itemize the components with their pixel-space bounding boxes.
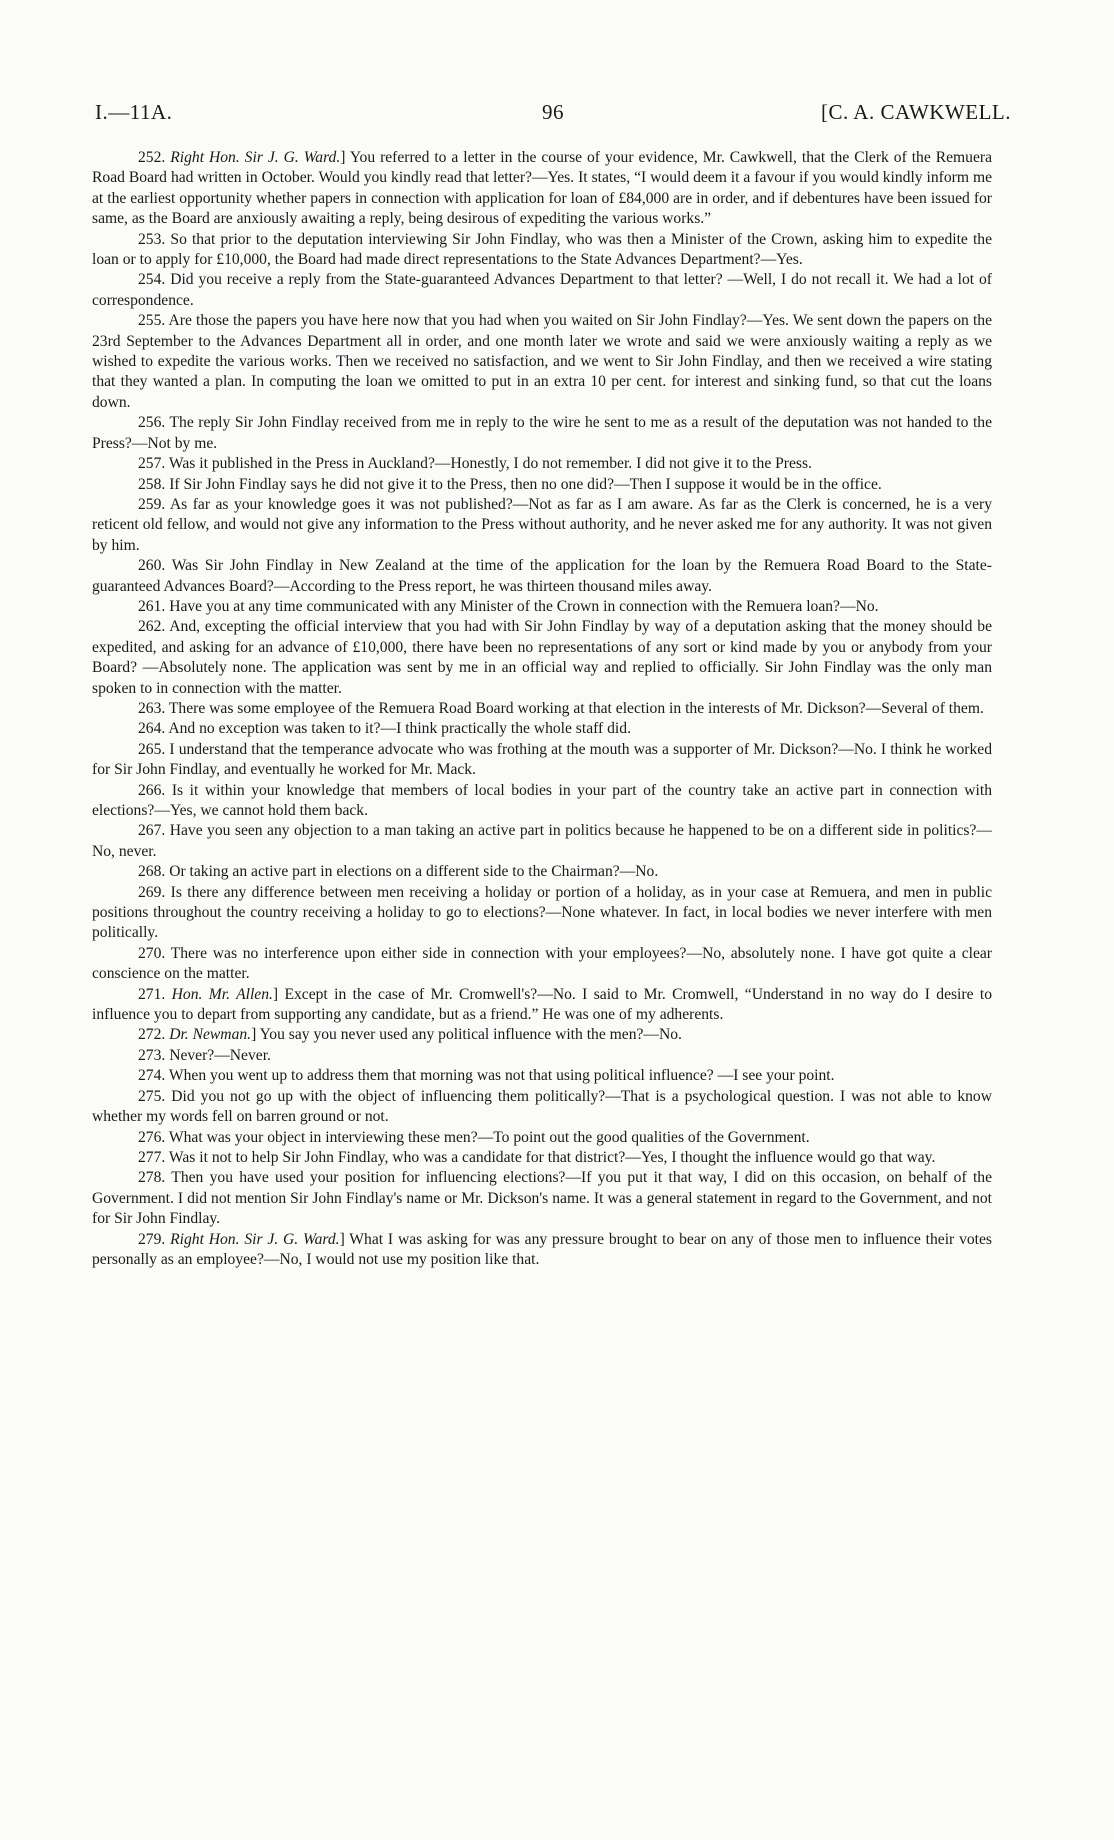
evidence-paragraph: 268. Or taking an active part in elections on a different side to the Chairman?—No. [138, 863, 659, 881]
evidence-paragraph: 264. And no exception was taken to it?—I think practically the whole staff did. [138, 720, 631, 738]
evidence-paragraph: 253. So that prior to the deputation interviewing Sir John Findlay, who was then a Minister of the Crown, asking him to expedite the loan or to apply for £10,000, the Board had made direct representations to the State Advances Department?—Yes. [92, 230, 992, 269]
speaker-name: Right Hon. Sir J. G. Ward. [170, 149, 341, 166]
paper-reference: I.—11A. [95, 100, 173, 124]
evidence-paragraph: 272. Dr. Newman.] You say you never used any political influence with the men?—No. [138, 1026, 682, 1044]
evidence-paragraph: 266. Is it within your knowledge that members of local bodies in your part of the country take an active part in connection with elections?—Yes, we cannot hold them back. [92, 781, 992, 819]
evidence-paragraph: 259. As far as your knowledge goes it was not published?—Not as far as I am aware. As far as the Clerk is concerned, he is a very reticent old fellow, and would not give any information to the Press without authority, and he never asked me for any authority. It was not given by him. [92, 495, 992, 554]
evidence-paragraph: 276. What was your object in interviewing these men?—To point out the good qualities of the Government. [138, 1128, 810, 1146]
evidence-paragraph: 277. Was it not to help Sir John Findlay, who was a candidate for that district?—Yes, I thought the influence would go that way. [138, 1148, 936, 1166]
evidence-paragraph: 252. Right Hon. Sir J. G. Ward.] You referred to a letter in the course of your evidence, Mr. Cawkwell, that the Clerk of the Remuera Road Board had written in October. Would you kindly read that letter?—Yes. It states, “I would deem it a favour if you would kindly inform me at the earliest opportunity whether papers in connection with application for loan of £84,000 are in order, and if debentures have been issued for same, as the Board are anxiously awaiting a reply, being desirous of expediting the various works.” [92, 149, 993, 228]
speaker-name: Dr. Newman. [169, 1026, 252, 1044]
evidence-paragraph: 271. Hon. Mr. Allen.] Except in the case of Mr. Cromwell's?—No. I said to Mr. Cromwell, “Understand in no way do I desire to influence you to depart from supporting any candidate, but as a friend.” He was one of my adherents. [92, 985, 992, 1024]
evidence-paragraph: 270. There was no interference upon either side in connection with your employees?—No, absolutely none. I have got quite a clear conscience on the matter. [92, 944, 992, 983]
evidence-paragraph: 274. When you went up to address them that morning was not that using political influence? —I see your point. [138, 1067, 835, 1085]
speaker-name: Right Hon. Sir J. G. Ward. [170, 1230, 340, 1248]
evidence-paragraph: 263. There was some employee of the Remuera Road Board working at that election in the interests of Mr. Dickson?—Several of them. [138, 699, 984, 717]
evidence-paragraph: 256. The reply Sir John Findlay received from me in reply to the wire he sent to me as a result of the deputation was not handed to the Press?—Not by me. [92, 414, 992, 452]
speaker-name: Hon. Mr. Allen. [171, 985, 273, 1003]
evidence-paragraph: 258. If Sir John Findlay says he did not give it to the Press, then no one did?—Then I suppose it would be in the office. [138, 475, 882, 493]
evidence-paragraph: 269. Is there any difference between men receiving a holiday or portion of a holiday, as in your case at Remuera, and men in public positions throughout the country receiving a holiday to go to elections?—None whatever. In fact, in local bodies we never interfere with men politically. [92, 883, 992, 942]
evidence-paragraph: 273. Never?—Never. [138, 1046, 271, 1064]
page-header [95, 100, 1011, 130]
evidence-paragraph: 278. Then you have used your position for influencing elections?—If you put it that way, I did on this occasion, on behalf of the Government. I did not mention Sir John Findlay's name or Mr. Dickson's name. It was a general statement in regard to the Government, and not for Sir John Findlay. [92, 1169, 992, 1228]
evidence-paragraph: 254. Did you receive a reply from the State-guaranteed Advances Department to that letter? —Well, I do not recall it. We had a lot of correspondence. [92, 271, 992, 309]
evidence-text [92, 148, 992, 1270]
evidence-paragraph: 257. Was it published in the Press in Auckland?—Honestly, I do not remember. I did not give it to the Press. [138, 455, 812, 473]
evidence-paragraph: 267. Have you seen any objection to a man taking an active part in politics because he happened to be on a different side in politics?—No, never. [92, 822, 992, 860]
witness-name: [C. A. CAWKWELL. [820, 100, 1011, 124]
evidence-paragraph: 255. Are those the papers you have here now that you had when you waited on Sir John Findlay?—Yes. We sent down the papers on the 23rd September to the Advances Department all in order, and one month later we wrote and said we were anxiously waiting a reply as we wished to expedite the various works. Then we received no satisfaction, and we went to Sir John Findlay, and then we received a wire stating that they wanted a plan. In computing the loan we omitted to put in an extra 10 per cent. for interest and sinking fund, so that cut the loans down. [92, 312, 992, 411]
page-number: 96 [542, 100, 564, 124]
evidence-paragraph: 279. Right Hon. Sir J. G. Ward.] What I was asking for was any pressure brought to bear on any of those men to influence their votes personally as an employee?—No, I would not use my position like that. [92, 1230, 992, 1268]
evidence-paragraph: 262. And, excepting the official interview that you had with Sir John Findlay by way of a deputation asking that the money should be expedited, and asking for an advance of £10,000, there have been no representations of any sort or kind made by you or anybody from your Board? —Absolutely none. The application was sent by me in an official way and replied to officially. Sir John Findlay was the only man spoken to in connection with the matter. [92, 618, 992, 697]
evidence-paragraph: 260. Was Sir John Findlay in New Zealand at the time of the application for the loan by the Remuera Road Board to the State-guaranteed Advances Board?—According to the Press report, he was thirteen thousand miles away. [92, 557, 992, 595]
evidence-paragraph: 275. Did you not go up with the object of influencing them politically?—That is a psychological question. I was not able to know whether my words fell on barren ground or not. [92, 1087, 992, 1126]
evidence-paragraph: 265. I understand that the temperance advocate who was frothing at the mouth was a supporter of Mr. Dickson?—No. I think he worked for Sir John Findlay, and eventually he worked for Mr. Mack. [92, 740, 992, 779]
evidence-paragraph: 261. Have you at any time communicated with any Minister of the Crown in connection with the Remuera loan?—No. [138, 597, 879, 615]
